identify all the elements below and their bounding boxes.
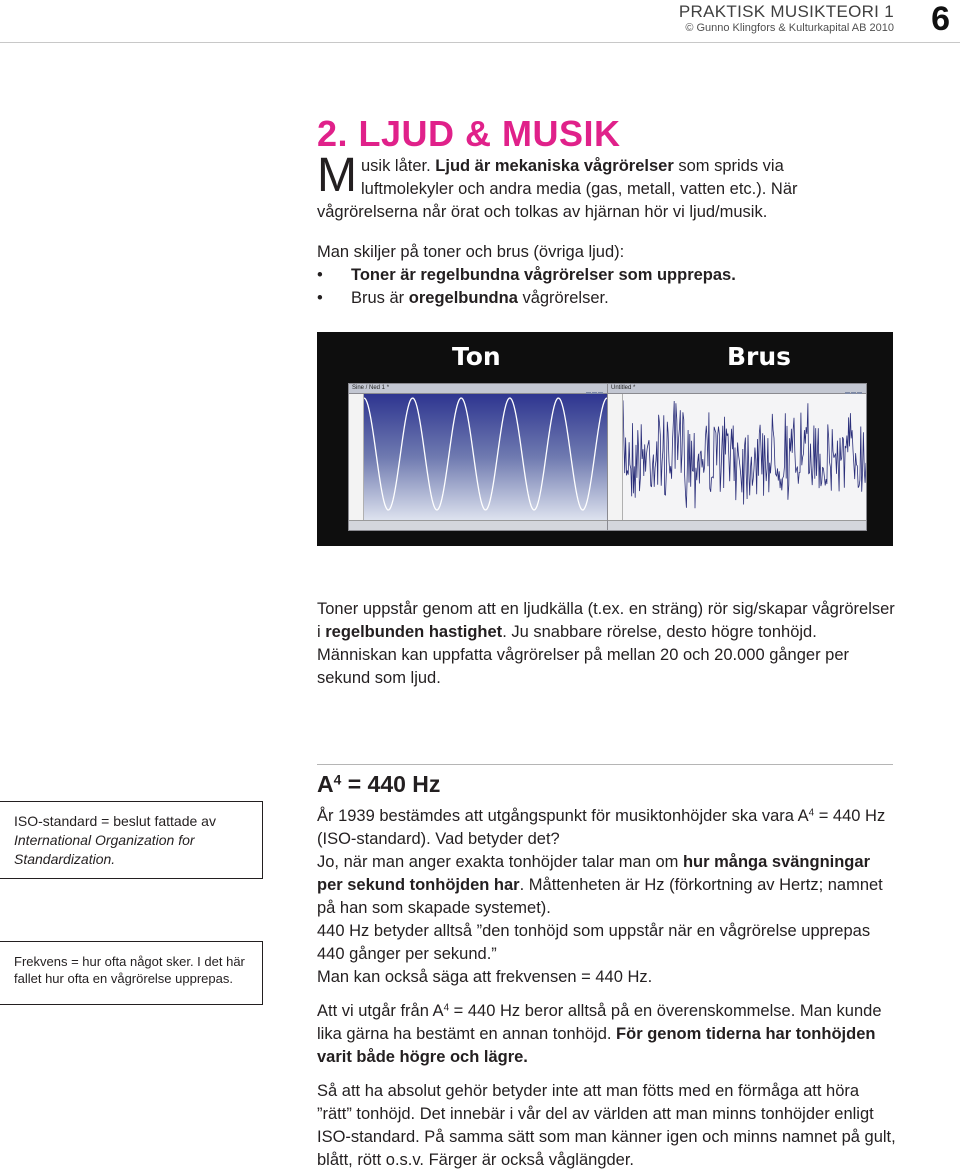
tone-waveform-panel xyxy=(348,383,608,531)
tones-text-2: . Ju snabbare rörelse, desto högre tonhöjd. Människan kan uppfatta vågrörelser på mellan 20 och 20.000 gånger per sekund som ljud. xyxy=(317,623,850,687)
s1-text-6: Man kan också säga att frekvensen = 440 Hz. xyxy=(317,968,653,986)
s2-superscript: 4 xyxy=(443,1002,450,1014)
section-heading xyxy=(317,771,440,798)
bullet-item-tones xyxy=(317,264,917,287)
s1-superscript: 4 xyxy=(808,807,815,819)
panel-title: Untitled * xyxy=(611,385,636,391)
bullet-item-noise xyxy=(317,287,917,310)
tone-label: Ton xyxy=(452,342,501,371)
iso-definition-text xyxy=(14,812,254,869)
iso-text-1: ISO-standard = beslut fattade av xyxy=(14,813,216,829)
header-divider xyxy=(0,42,960,43)
amplitude-ruler xyxy=(608,394,623,520)
bullet-noise-bold: oregelbundna xyxy=(408,289,518,307)
s1-text-5: 440 Hz betyder alltså ”den tonhöjd som uppstår när en vågrörelse upprepas 440 gånger per sekund.” xyxy=(317,922,871,963)
intro-text-2: som sprids via luftmolekyler och andra media (gas, metall, vatten etc.). När vågrörelserna når örat och tolkas av hjärnan hör vi ljud/musik. xyxy=(317,157,798,221)
noise-waveform-panel xyxy=(607,383,867,531)
amplitude-ruler xyxy=(349,394,364,520)
s1-text-3: Jo, när man anger exakta tonhöjder talar man om xyxy=(317,853,683,871)
intro-text-1: usik låter. xyxy=(360,157,436,175)
copyright-notice: © Gunno Klingfors & Kulturkapital AB 2010 xyxy=(685,22,894,34)
heading-superscript: 4 xyxy=(333,772,342,788)
window-controls-icon xyxy=(844,385,864,392)
bullet-noise-pre: Brus är xyxy=(351,289,409,307)
bullet-list xyxy=(317,264,917,310)
running-title: PRAKTISK MUSIKTEORI 1 xyxy=(678,2,894,21)
intro-paragraph xyxy=(317,149,877,224)
panel-titlebar xyxy=(349,384,607,394)
absolute-pitch-paragraph: Så att ha absolut gehör betyder inte att man fötts med en förmåga att höra ”rätt” tonhöjd. Det innebär i vår del av världen att man minns tonhöjder enligt ISO-standard. På samma sätt som man känner igen och minns namnet på gult, blått, rött o.s.v. Färger är också våglängder. xyxy=(317,1082,896,1169)
s2-bold-1: För genom tiderna har tonhöjden varit både högre och lägre. xyxy=(317,1025,876,1066)
noise-wave-graphic xyxy=(623,394,866,520)
tones-bold-1: regelbunden hastighet xyxy=(325,623,503,641)
panel-titlebar xyxy=(608,384,866,394)
waveform-figure xyxy=(317,332,893,546)
bullet-dot: • xyxy=(317,289,323,307)
s1-bold-1: hur många svängningar per sekund tonhöjden har xyxy=(317,853,870,894)
tones-text-1: Toner uppstår genom att en ljudkälla (t.ex. en sträng) rör sig/skapar vågrörelser i xyxy=(317,600,895,641)
section-divider xyxy=(317,764,893,765)
tones-paragraph xyxy=(317,598,897,690)
panel-statusbar xyxy=(349,520,607,530)
tones-vs-noise-intro: Man skiljer på toner och brus (övriga ljud): xyxy=(317,243,625,261)
bullet-noise-post: vågrörelser. xyxy=(517,289,609,307)
drop-cap: M xyxy=(317,149,357,202)
frequency-definition-text: Frekvens = hur ofta något sker. I det här fallet hur ofta en vågrörelse upprepas. xyxy=(14,954,245,986)
heading-rest: = 440 Hz xyxy=(341,771,441,797)
window-controls-icon xyxy=(585,385,605,392)
page-number: 6 xyxy=(931,0,950,38)
panel-title: Sine / Ned 1 * xyxy=(352,385,390,391)
noise-label: Brus xyxy=(727,342,792,371)
s1-text-2: = 440 Hz (ISO-standard). Vad betyder det? xyxy=(317,807,886,848)
bullet-dot: • xyxy=(317,266,323,284)
a440-paragraph-1 xyxy=(317,805,897,989)
bullet-tones-text: Toner är regelbundna vågrörelser som upprepas. xyxy=(351,266,736,284)
s2-text-2: = 440 Hz beror alltså på en överenskommelse. Man kunde lika gärna ha bestämt en annan tonhöjd. xyxy=(317,1002,882,1043)
s2-text-1: Att vi utgår från A xyxy=(317,1002,444,1020)
sine-wave-graphic xyxy=(364,394,607,520)
heading-a: A xyxy=(317,771,334,797)
s1-text-4: . Måttenheten är Hz (förkortning av Hertz; namnet på han som skapade systemet). xyxy=(317,876,883,917)
chapter-heading: 2. LJUD & MUSIK xyxy=(317,113,621,154)
iso-text-italic: International Organization for Standardization. xyxy=(14,832,195,867)
panel-statusbar xyxy=(608,520,866,530)
a440-paragraph-2 xyxy=(317,1000,897,1069)
intro-bold-1: Ljud är mekaniska vågrörelser xyxy=(435,157,674,175)
s1-text-1: År 1939 bestämdes att utgångspunkt för musiktonhöjder ska vara A xyxy=(317,807,809,825)
